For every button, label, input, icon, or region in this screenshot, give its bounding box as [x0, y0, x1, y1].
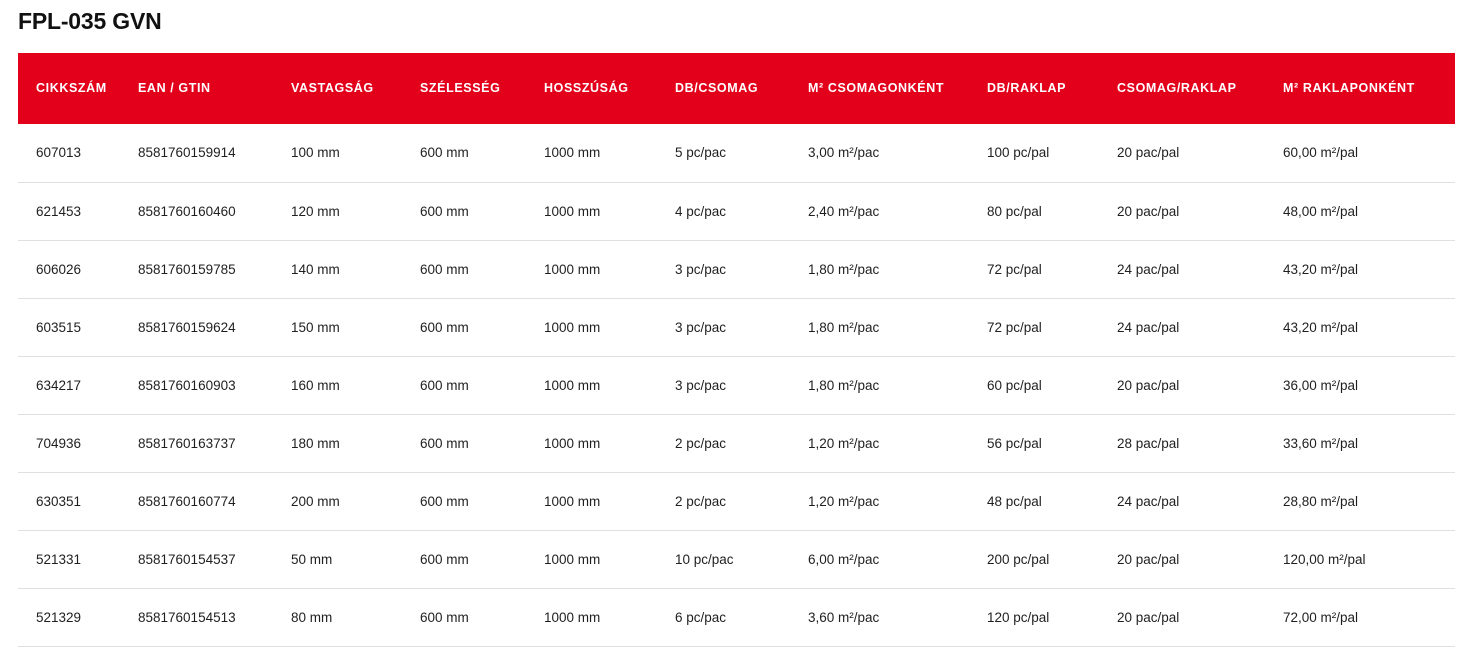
- table-row: [18, 588, 1455, 646]
- table-row: [18, 356, 1455, 414]
- cell-szelesseg: 600 mm: [420, 124, 544, 182]
- cell-hosszusag: 1000 mm: [544, 240, 675, 298]
- cell-vastagsag: 150 mm: [291, 298, 420, 356]
- cell-db-csomag: 2 pc/pac: [675, 414, 808, 472]
- cell-m2-raklap: 36,00 m²/pal: [1283, 356, 1455, 414]
- column-header-label: SZÉLESSÉG: [420, 81, 501, 95]
- cell-cikkszam: 606026: [18, 240, 138, 298]
- cell-ean: 8581760154513: [138, 588, 291, 646]
- cell-vastagsag: 140 mm: [291, 240, 420, 298]
- cell-ean: 8581760160774: [138, 472, 291, 530]
- cell-m2-csomag: 1,80 m²/pac: [808, 356, 987, 414]
- cell-m2-csomag: 6,00 m²/pac: [808, 530, 987, 588]
- cell-db-raklap: 56 pc/pal: [987, 414, 1117, 472]
- cell-m2-csomag: 1,80 m²/pac: [808, 298, 987, 356]
- cell-csomag-raklap: 24 pac/pal: [1117, 298, 1283, 356]
- cell-cikkszam: 704936: [18, 414, 138, 472]
- cell-csomag-raklap: 20 pac/pal: [1117, 356, 1283, 414]
- product-spec-table: [18, 53, 1455, 647]
- cell-ean: 8581760163737: [138, 414, 291, 472]
- column-header-db-raklap: [987, 53, 1117, 124]
- cell-db-raklap: 60 pc/pal: [987, 356, 1117, 414]
- cell-szelesseg: 600 mm: [420, 472, 544, 530]
- cell-csomag-raklap: 20 pac/pal: [1117, 530, 1283, 588]
- cell-hosszusag: 1000 mm: [544, 124, 675, 182]
- cell-db-csomag: 2 pc/pac: [675, 472, 808, 530]
- cell-db-raklap: 80 pc/pal: [987, 182, 1117, 240]
- cell-vastagsag: 120 mm: [291, 182, 420, 240]
- table-row: [18, 414, 1455, 472]
- table-row: [18, 240, 1455, 298]
- column-header-ean-gtin: [138, 53, 291, 124]
- cell-cikkszam: 521331: [18, 530, 138, 588]
- page-title: FPL-035 GVN: [18, 8, 162, 34]
- cell-vastagsag: 200 mm: [291, 472, 420, 530]
- table-row: [18, 182, 1455, 240]
- cell-m2-csomag: 3,00 m²/pac: [808, 124, 987, 182]
- cell-m2-raklap: 33,60 m²/pal: [1283, 414, 1455, 472]
- cell-hosszusag: 1000 mm: [544, 472, 675, 530]
- cell-db-raklap: 120 pc/pal: [987, 588, 1117, 646]
- cell-vastagsag: 160 mm: [291, 356, 420, 414]
- cell-m2-raklap: 120,00 m²/pal: [1283, 530, 1455, 588]
- cell-m2-raklap: 72,00 m²/pal: [1283, 588, 1455, 646]
- cell-csomag-raklap: 24 pac/pal: [1117, 472, 1283, 530]
- cell-m2-csomag: 1,20 m²/pac: [808, 414, 987, 472]
- cell-m2-raklap: 28,80 m²/pal: [1283, 472, 1455, 530]
- cell-db-csomag: 5 pc/pac: [675, 124, 808, 182]
- cell-szelesseg: 600 mm: [420, 182, 544, 240]
- cell-hosszusag: 1000 mm: [544, 530, 675, 588]
- cell-csomag-raklap: 20 pac/pal: [1117, 588, 1283, 646]
- cell-ean: 8581760159624: [138, 298, 291, 356]
- cell-hosszusag: 1000 mm: [544, 414, 675, 472]
- cell-hosszusag: 1000 mm: [544, 298, 675, 356]
- cell-szelesseg: 600 mm: [420, 298, 544, 356]
- table-row: [18, 530, 1455, 588]
- cell-szelesseg: 600 mm: [420, 414, 544, 472]
- cell-db-csomag: 3 pc/pac: [675, 240, 808, 298]
- column-header-label: M² CSOMAGONKÉNT: [808, 81, 945, 95]
- cell-vastagsag: 100 mm: [291, 124, 420, 182]
- cell-cikkszam: 607013: [18, 124, 138, 182]
- cell-ean: 8581760160903: [138, 356, 291, 414]
- cell-vastagsag: 80 mm: [291, 588, 420, 646]
- column-header-label: CIKKSZÁM: [36, 81, 107, 95]
- cell-cikkszam: 634217: [18, 356, 138, 414]
- cell-db-raklap: 100 pc/pal: [987, 124, 1117, 182]
- cell-vastagsag: 50 mm: [291, 530, 420, 588]
- cell-ean: 8581760154537: [138, 530, 291, 588]
- cell-cikkszam: 603515: [18, 298, 138, 356]
- cell-m2-raklap: 43,20 m²/pal: [1283, 240, 1455, 298]
- column-header-label: HOSSZÚSÁG: [544, 81, 629, 95]
- cell-db-raklap: 72 pc/pal: [987, 240, 1117, 298]
- cell-szelesseg: 600 mm: [420, 588, 544, 646]
- cell-vastagsag: 180 mm: [291, 414, 420, 472]
- cell-db-csomag: 6 pc/pac: [675, 588, 808, 646]
- cell-csomag-raklap: 20 pac/pal: [1117, 182, 1283, 240]
- cell-cikkszam: 630351: [18, 472, 138, 530]
- column-header-vastagsag: [291, 53, 420, 124]
- column-header-m2-csomagonkent: [808, 53, 987, 124]
- cell-m2-csomag: 1,20 m²/pac: [808, 472, 987, 530]
- table-body: [18, 124, 1455, 646]
- table-row: [18, 472, 1455, 530]
- cell-db-raklap: 48 pc/pal: [987, 472, 1117, 530]
- table-header-row: [18, 53, 1455, 124]
- column-header-label: VASTAGSÁG: [291, 81, 374, 95]
- cell-cikkszam: 621453: [18, 182, 138, 240]
- column-header-csomag-raklap: [1117, 53, 1283, 124]
- cell-hosszusag: 1000 mm: [544, 588, 675, 646]
- cell-hosszusag: 1000 mm: [544, 182, 675, 240]
- cell-db-csomag: 4 pc/pac: [675, 182, 808, 240]
- cell-db-raklap: 200 pc/pal: [987, 530, 1117, 588]
- column-header-cikkszam: [18, 53, 138, 124]
- cell-csomag-raklap: 24 pac/pal: [1117, 240, 1283, 298]
- table-row: [18, 124, 1455, 182]
- cell-csomag-raklap: 28 pac/pal: [1117, 414, 1283, 472]
- cell-hosszusag: 1000 mm: [544, 356, 675, 414]
- table-row: [18, 298, 1455, 356]
- table-header: [18, 53, 1455, 124]
- cell-csomag-raklap: 20 pac/pal: [1117, 124, 1283, 182]
- column-header-szelesseg: [420, 53, 544, 124]
- cell-m2-csomag: 2,40 m²/pac: [808, 182, 987, 240]
- column-header-m2-raklaponkent: [1283, 53, 1455, 124]
- cell-db-raklap: 72 pc/pal: [987, 298, 1117, 356]
- cell-db-csomag: 10 pc/pac: [675, 530, 808, 588]
- cell-m2-csomag: 1,80 m²/pac: [808, 240, 987, 298]
- cell-ean: 8581760159914: [138, 124, 291, 182]
- column-header-label: DB/RAKLAP: [987, 81, 1067, 95]
- cell-szelesseg: 600 mm: [420, 530, 544, 588]
- cell-db-csomag: 3 pc/pac: [675, 298, 808, 356]
- cell-db-csomag: 3 pc/pac: [675, 356, 808, 414]
- cell-ean: 8581760159785: [138, 240, 291, 298]
- cell-m2-raklap: 60,00 m²/pal: [1283, 124, 1455, 182]
- column-header-label: EAN / GTIN: [138, 81, 211, 95]
- column-header-db-csomag: [675, 53, 808, 124]
- column-header-label: CSOMAG/RAKLAP: [1117, 81, 1237, 95]
- cell-m2-csomag: 3,60 m²/pac: [808, 588, 987, 646]
- cell-szelesseg: 600 mm: [420, 240, 544, 298]
- cell-ean: 8581760160460: [138, 182, 291, 240]
- column-header-label: DB/CSOMAG: [675, 81, 759, 95]
- cell-cikkszam: 521329: [18, 588, 138, 646]
- cell-szelesseg: 600 mm: [420, 356, 544, 414]
- column-header-label: M² RAKLAPONKÉNT: [1283, 81, 1415, 95]
- column-header-hosszusag: [544, 53, 675, 124]
- cell-m2-raklap: 48,00 m²/pal: [1283, 182, 1455, 240]
- cell-m2-raklap: 43,20 m²/pal: [1283, 298, 1455, 356]
